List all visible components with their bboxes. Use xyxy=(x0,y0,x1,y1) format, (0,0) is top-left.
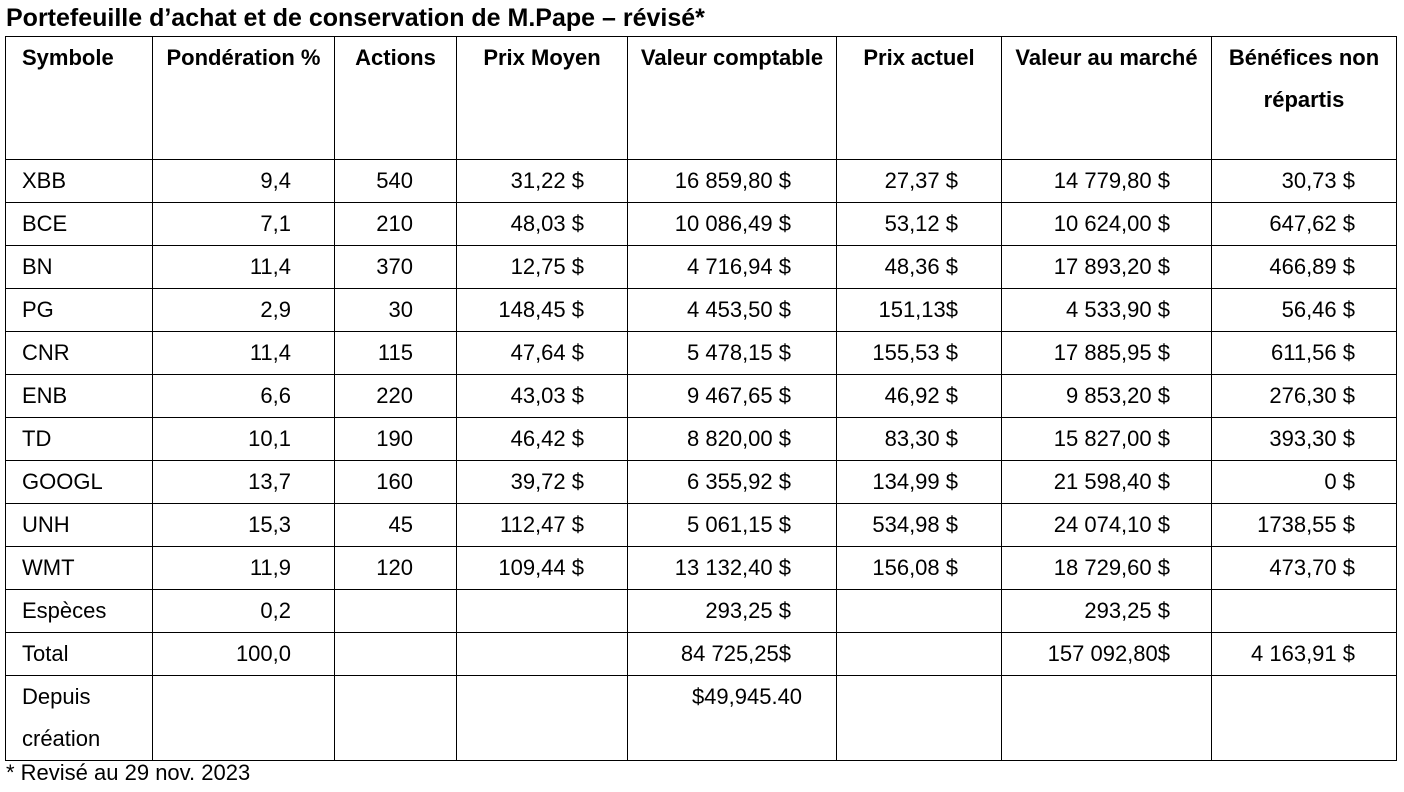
cell-actions: 220 xyxy=(335,375,457,418)
cell-prix-moyen: 43,03 $ xyxy=(457,375,628,418)
cell-prix-actuel: 151,13$ xyxy=(837,289,1002,332)
cell-ponderation: 11,4 xyxy=(153,246,335,289)
cell-valeur-marche: 17 893,20 $ xyxy=(1002,246,1212,289)
cell-benefices: 4 163,91 $ xyxy=(1212,633,1397,676)
cell-symbole: WMT xyxy=(6,547,153,590)
cell-symbole: Total xyxy=(6,633,153,676)
header-prix-actuel: Prix actuel xyxy=(837,37,1002,160)
cell-actions xyxy=(335,590,457,633)
cell-prix-moyen: 31,22 $ xyxy=(457,160,628,203)
footnote: * Revisé au 29 nov. 2023 xyxy=(6,760,251,785)
cell-benefices: 466,89 $ xyxy=(1212,246,1397,289)
cell-actions: 540 xyxy=(335,160,457,203)
cell-valeur-marche: 10 624,00 $ xyxy=(1002,203,1212,246)
cell-ponderation: 10,1 xyxy=(153,418,335,461)
header-valeur-comptable: Valeur comptable xyxy=(628,37,837,160)
cell-valeur-comptable: 9 467,65 $ xyxy=(628,375,837,418)
cell-ponderation: 11,4 xyxy=(153,332,335,375)
cell-prix-moyen: 109,44 $ xyxy=(457,547,628,590)
cell-valeur-marche: 24 074,10 $ xyxy=(1002,504,1212,547)
cell-valeur-marche: 17 885,95 $ xyxy=(1002,332,1212,375)
cell-actions: 160 xyxy=(335,461,457,504)
cell-prix-actuel: 53,12 $ xyxy=(837,203,1002,246)
table-row xyxy=(6,160,1397,203)
cell-ponderation: 2,9 xyxy=(153,289,335,332)
cell-benefices: 30,73 $ xyxy=(1212,160,1397,203)
table-row-especes xyxy=(6,590,1397,633)
cell-valeur-comptable: 293,25 $ xyxy=(628,590,837,633)
cell-valeur-marche: 293,25 $ xyxy=(1002,590,1212,633)
table-row xyxy=(6,504,1397,547)
cell-prix-actuel: 155,53 $ xyxy=(837,332,1002,375)
cell-valeur-comptable: 16 859,80 $ xyxy=(628,160,837,203)
cell-since-creation-label: Depuis création xyxy=(6,676,153,761)
cell-valeur-marche: 4 533,90 $ xyxy=(1002,289,1212,332)
cell-prix-actuel: 156,08 $ xyxy=(837,547,1002,590)
cell-valeur-comptable: 84 725,25$ xyxy=(628,633,837,676)
cell-benefices xyxy=(1212,590,1397,633)
cell-prix-actuel: 134,99 $ xyxy=(837,461,1002,504)
header-symbole: Symbole xyxy=(6,37,153,160)
cell-prix-actuel: 534,98 $ xyxy=(837,504,1002,547)
cell-symbole: PG xyxy=(6,289,153,332)
cell-actions: 120 xyxy=(335,547,457,590)
cell-symbole: UNH xyxy=(6,504,153,547)
cell-symbole: TD xyxy=(6,418,153,461)
portfolio-table xyxy=(5,36,1397,761)
cell-valeur-marche: 21 598,40 $ xyxy=(1002,461,1212,504)
cell-prix-moyen xyxy=(457,633,628,676)
cell-valeur-comptable: 10 086,49 $ xyxy=(628,203,837,246)
cell-benefices: 0 $ xyxy=(1212,461,1397,504)
cell-valeur-marche: 157 092,80$ xyxy=(1002,633,1212,676)
cell-prix-moyen: 148,45 $ xyxy=(457,289,628,332)
cell-actions xyxy=(335,633,457,676)
table-row xyxy=(6,418,1397,461)
table-row-total xyxy=(6,633,1397,676)
header-actions: Actions xyxy=(335,37,457,160)
header-prix-moyen: Prix Moyen xyxy=(457,37,628,160)
cell-benefices: 647,62 $ xyxy=(1212,203,1397,246)
cell-symbole: ENB xyxy=(6,375,153,418)
cell-actions: 115 xyxy=(335,332,457,375)
cell-benefices: 393,30 $ xyxy=(1212,418,1397,461)
cell-valeur-comptable: 5 061,15 $ xyxy=(628,504,837,547)
cell-ponderation: 15,3 xyxy=(153,504,335,547)
cell-valeur-marche: 18 729,60 $ xyxy=(1002,547,1212,590)
cell-benefices: 56,46 $ xyxy=(1212,289,1397,332)
table-row xyxy=(6,547,1397,590)
cell-ponderation: 100,0 xyxy=(153,633,335,676)
cell-prix-actuel: 46,92 $ xyxy=(837,375,1002,418)
document-title: Portefeuille d’achat et de conservation de M.Pape – révisé* xyxy=(6,4,705,32)
cell-valeur-marche: 9 853,20 $ xyxy=(1002,375,1212,418)
header-row xyxy=(6,37,1397,160)
cell-empty xyxy=(153,676,335,761)
cell-ponderation: 0,2 xyxy=(153,590,335,633)
cell-symbole: BCE xyxy=(6,203,153,246)
cell-benefices: 611,56 $ xyxy=(1212,332,1397,375)
cell-symbole: BN xyxy=(6,246,153,289)
cell-prix-actuel xyxy=(837,590,1002,633)
cell-prix-moyen: 48,03 $ xyxy=(457,203,628,246)
cell-valeur-comptable: 6 355,92 $ xyxy=(628,461,837,504)
cell-prix-actuel: 48,36 $ xyxy=(837,246,1002,289)
cell-valeur-comptable: 4 716,94 $ xyxy=(628,246,837,289)
cell-actions: 370 xyxy=(335,246,457,289)
cell-prix-moyen: 46,42 $ xyxy=(457,418,628,461)
table-row xyxy=(6,332,1397,375)
cell-prix-moyen: 39,72 $ xyxy=(457,461,628,504)
header-ponderation: Pondération % xyxy=(153,37,335,160)
table-row xyxy=(6,461,1397,504)
cell-prix-actuel xyxy=(837,633,1002,676)
cell-prix-moyen: 12,75 $ xyxy=(457,246,628,289)
header-valeur-marche: Valeur au marché xyxy=(1002,37,1212,160)
table-row-since-creation xyxy=(6,676,1397,761)
cell-actions: 45 xyxy=(335,504,457,547)
cell-valeur-comptable: 8 820,00 $ xyxy=(628,418,837,461)
cell-prix-actuel: 83,30 $ xyxy=(837,418,1002,461)
cell-empty xyxy=(1002,676,1212,761)
cell-valeur-marche: 15 827,00 $ xyxy=(1002,418,1212,461)
cell-ponderation: 9,4 xyxy=(153,160,335,203)
cell-ponderation: 13,7 xyxy=(153,461,335,504)
cell-actions: 210 xyxy=(335,203,457,246)
cell-prix-moyen: 112,47 $ xyxy=(457,504,628,547)
cell-empty xyxy=(335,676,457,761)
cell-actions: 190 xyxy=(335,418,457,461)
cell-valeur-comptable: 4 453,50 $ xyxy=(628,289,837,332)
cell-prix-actuel: 27,37 $ xyxy=(837,160,1002,203)
cell-since-creation-value: $49,945.40 xyxy=(628,676,837,761)
cell-symbole: CNR xyxy=(6,332,153,375)
cell-ponderation: 11,9 xyxy=(153,547,335,590)
cell-benefices: 276,30 $ xyxy=(1212,375,1397,418)
table-row xyxy=(6,289,1397,332)
cell-prix-moyen xyxy=(457,590,628,633)
cell-valeur-marche: 14 779,80 $ xyxy=(1002,160,1212,203)
cell-empty xyxy=(457,676,628,761)
table-row xyxy=(6,203,1397,246)
header-benefices: Bénéfices non répartis xyxy=(1212,37,1397,160)
cell-benefices: 1738,55 $ xyxy=(1212,504,1397,547)
cell-symbole: GOOGL xyxy=(6,461,153,504)
table-row xyxy=(6,246,1397,289)
cell-prix-moyen: 47,64 $ xyxy=(457,332,628,375)
cell-ponderation: 6,6 xyxy=(153,375,335,418)
cell-valeur-comptable: 5 478,15 $ xyxy=(628,332,837,375)
cell-valeur-comptable: 13 132,40 $ xyxy=(628,547,837,590)
cell-actions: 30 xyxy=(335,289,457,332)
cell-benefices: 473,70 $ xyxy=(1212,547,1397,590)
cell-empty xyxy=(1212,676,1397,761)
cell-symbole: Espèces xyxy=(6,590,153,633)
cell-empty xyxy=(837,676,1002,761)
cell-symbole: XBB xyxy=(6,160,153,203)
table-row xyxy=(6,375,1397,418)
cell-ponderation: 7,1 xyxy=(153,203,335,246)
